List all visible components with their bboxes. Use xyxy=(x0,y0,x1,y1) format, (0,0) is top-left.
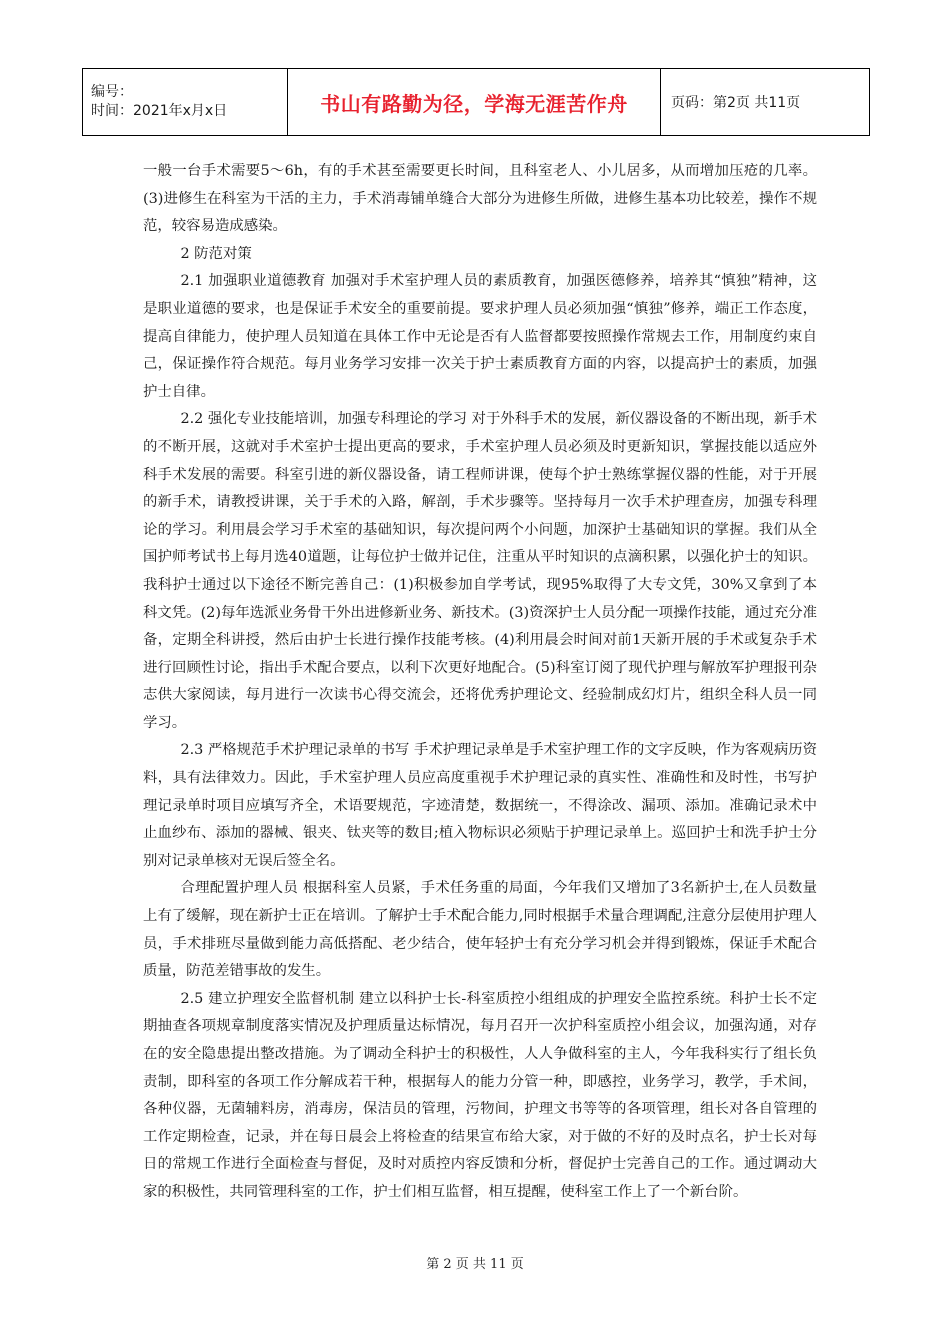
body-paragraph: 2.2 强化专业技能培训，加强专科理论的学习 对于外科手术的发展，新仪器设备的不断出现，新手术的不断开展，这就对手术室护士提出更高的要求，手术室护理人员必须及时更新知识，掌握技能以适应外科手术发展的需要。科室引进的新仪器设备，请工程师讲课，使每个护士熟练掌握仪器的性能，对于开展的新手术，请教授讲课，关于手术的入路，解剖，手术步骤等。坚持每月一次手术护理查房，加强专科理论的学习。利用晨会学习手术室的基础知识，每次提问两个小问题，加深护士基础知识的掌握。我们从全国护师考试书上每月选40道题，让每位护士做并记住，注重从平时知识的点滴积累，以强化护士的知识。我科护士通过以下途径不断完善自己：(1)积极参加自学考试，现95%取得了大专文凭，30%又拿到了本科文凭。(2)每年选派业务骨干外出进修新业务、新技术。(3)资深护士人员分配一项操作技能，通过充分准备，定期全科讲授，然后由护士长进行操作技能考核。(4)利用晨会时间对前1天新开展的手术或复杂手术进行回顾性讨论，指出手术配合要点，以利下次更好地配合。(5)科室订阅了现代护理与解放军护理报刊杂志供大家阅读，每月进行一次读书心得交流会，还将优秀护理论文、经验制成幻灯片，组织全科人员一同学习。 xyxy=(143,411,817,731)
header-page-info: 页码：第2页 共11页 xyxy=(661,69,870,136)
body-paragraph: 合理配置护理人员 根据科室人员紧，手术任务重的局面，今年我们又增加了3名新护士,在人员数量上有了缓解，现在新护士正在培训。了解护士手术配合能力,同时根据手术量合理调配,注意分层使用护理人员，手术排班尽量做到能力高低搭配、老少结合，使年轻护士有充分学习机会并得到锻炼，保证手术配合质量，防范差错事故的发生。 xyxy=(143,880,817,980)
body-paragraph: 2.1 加强职业道德教育 加强对手术室护理人员的素质教育，加强医德修养，培养其“慎独”精神，这是职业道德的要求，也是保证手术安全的重要前提。要求护理人员必须加强“慎独”修养，端正工作态度，提高自律能力，使护理人员知道在具体工作中无论是否有人监督都要按照操作常规去工作，用制度约束自己，保证操作符合规范。每月业务学习安排一次关于护士素质教育方面的内容，以提高护士的素质，加强护士自律。 xyxy=(143,273,817,400)
body-paragraph: 2.3 严格规范手术护理记录单的书写 手术护理记录单是手术室护理工作的文字反映，作为客观病历资料，具有法律效力。因此，手术室护理人员应高度重视手术护理记录的真实性、准确性和及时性，书写护理记录单时项目应填写齐全，术语要规范，字迹清楚，数据统一，不得涂改、漏项、添加。准确记录术中止血纱布、添加的器械、银夹、钛夹等的数目;植入物标识必须贴于护理记录单上。巡回护士和洗手护士分别对记录单核对无误后签全名。 xyxy=(143,742,817,869)
header-meta-cell xyxy=(83,69,288,136)
page-footer: 第 2 页 共 11 页 xyxy=(426,1257,524,1272)
section-heading: 2 防范对策 xyxy=(180,245,252,262)
body-paragraph: 2.5 建立护理安全监督机制 建立以科护士长-科室质控小组组成的护理安全监控系统。科护士长不定期抽查各项规章制度落实情况及护理质量达标情况，每月召开一次护科室质控小组会议，加强沟通，对存在的安全隐患提出整改措施。为了调动全科护士的积极性，人人争做科室的主人，今年我科实行了组长负责制，即科室的各项工作分解成若干种，根据每人的能力分管一种，即感控，业务学习，教学，手术间，各种仪器，无菌辅料房，消毒房，保洁员的管理，污物间，护理文书等等的各项管理，组长对各自管理的工作定期检查，记录，并在每日晨会上将检查的结果宣布给大家，对于做的不好的及时点名，护士长对每日的常规工作进行全面检查与督促，及时对质控内容反馈和分析，督促护士完善自己的工作。通过调动大家的积极性，共同管理科室的工作，护士们相互监督，相互提醒，使科室工作上了一个新台阶。 xyxy=(143,990,817,1200)
document-number-label: 编号： xyxy=(91,84,133,100)
body-paragraph: 一般一台手术需要5～6h，有的手术甚至需要更长时间，且科室老人、小儿居多，从而增加压疮的几率。(3)进修生在科室为干活的主力，手术消毒铺单缝合大部分为进修生所做，进修生基本功比较差，操作不规范，较容易造成感染。 xyxy=(143,163,817,235)
document-time-label: 时间：2021年x月x日 xyxy=(91,103,228,119)
header-motto: 书山有路勤为径，学海无涯苦作舟 xyxy=(288,69,661,136)
document-header xyxy=(82,68,870,136)
document-body xyxy=(143,158,817,1207)
